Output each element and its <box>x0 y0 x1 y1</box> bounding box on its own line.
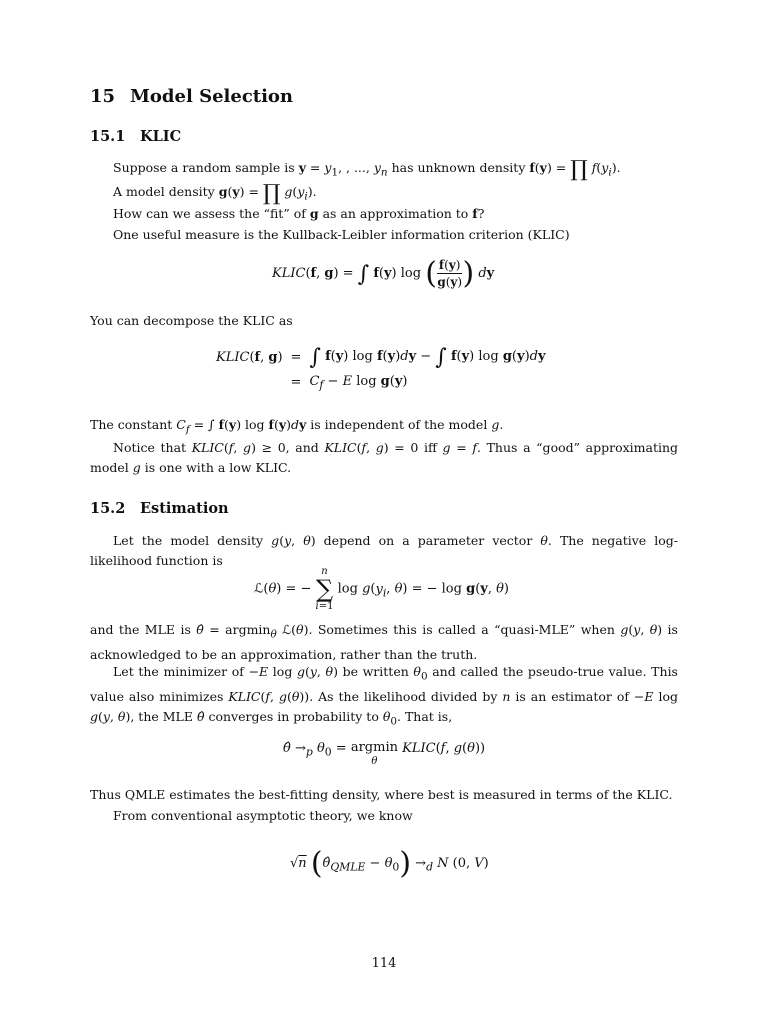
paragraph-sample: Suppose a random sample is $y = y_1$, , ..., $y_n$ has unknown density f(y) = ∏ $f(y_i)$. <box>113 157 621 182</box>
subsection-heading-estimation: 15.2 Estimation <box>90 500 229 517</box>
equation-asymptotic-normality: √n $(\thetâ_{QMLE} - \theta_0) \to_d$ N (0, V) <box>290 846 489 881</box>
subsection-heading-klic: 15.1 KLIC <box>90 128 182 145</box>
paragraph-mle: and the MLE is θ̂ = argmin$_\theta$ ℒ(θ). Sometimes this is called a “quasi-MLE” when g(y, θ) is acknowledged to be an approximation, rather than the truth. <box>90 622 678 662</box>
paragraph-constant: The constant $C_f$ = ∫ f(y) log f(y)dy is independent of the model g. <box>90 417 504 436</box>
equation-pseudo-true-value: θ̂ $\to_p$ $\theta_0$ = argmin θ KLIC(f, g(θ)) <box>283 740 486 767</box>
paragraph-qmle: Thus QMLE estimates the best-fitting density, where best is measured in terms of the KLIC. <box>90 787 673 802</box>
paragraph-asymptotic: From conventional asymptotic theory, we know <box>113 808 413 823</box>
paragraph-model-density: A model density g(y) = ∏ $g(y_i)$. <box>113 181 317 206</box>
section-heading: 15 Model Selection <box>90 86 294 107</box>
equation-klic-definition: KLIC(f, g) = ∫ f(y) log ( $\frac{f(y)}{g(y)}$ ) dy <box>272 256 495 291</box>
paragraph-decompose: You can decompose the KLIC as <box>90 313 293 328</box>
paragraph-notice: Notice that KLIC(f, g) ≥ 0, and KLIC(f, g) = 0 iff g = f. Thus a “good” approximating model g is one with a low KLIC. <box>90 440 679 475</box>
paragraph-measure: One useful measure is the Kullback-Leibler information criterion (KLIC) <box>113 227 570 242</box>
paragraph-pseudo-true: Let the minimizer of −E log g(y, θ) be written $\theta_0$ and called the pseudo-true value. This value also minimizes KLIC(f, g(θ)). As the likelihood divided by n is an estimator of −E log g(y, θ), the MLE θ̂ converges in probability to $\theta_0$. That is, <box>90 664 679 727</box>
paragraph-model-parameter: Let the model density g(y, θ) depend on a parameter vector θ. The negative log-likelihood function is <box>90 533 678 568</box>
paragraph-assess: How can we assess the “fit” of g as an approximation to f? <box>113 206 485 221</box>
page-number: 114 <box>371 956 397 971</box>
equation-klic-decomposition: KLIC(f, g) = ∫ f(y) log f(y)dy − ∫ f(y) log g(y)dy = $C_f - E$ log g(y) <box>216 345 546 392</box>
equation-log-likelihood: ℒ(θ) = − n ∑ i=1 $\log g(y_i$, θ) = − log g(y, θ) <box>254 566 509 612</box>
